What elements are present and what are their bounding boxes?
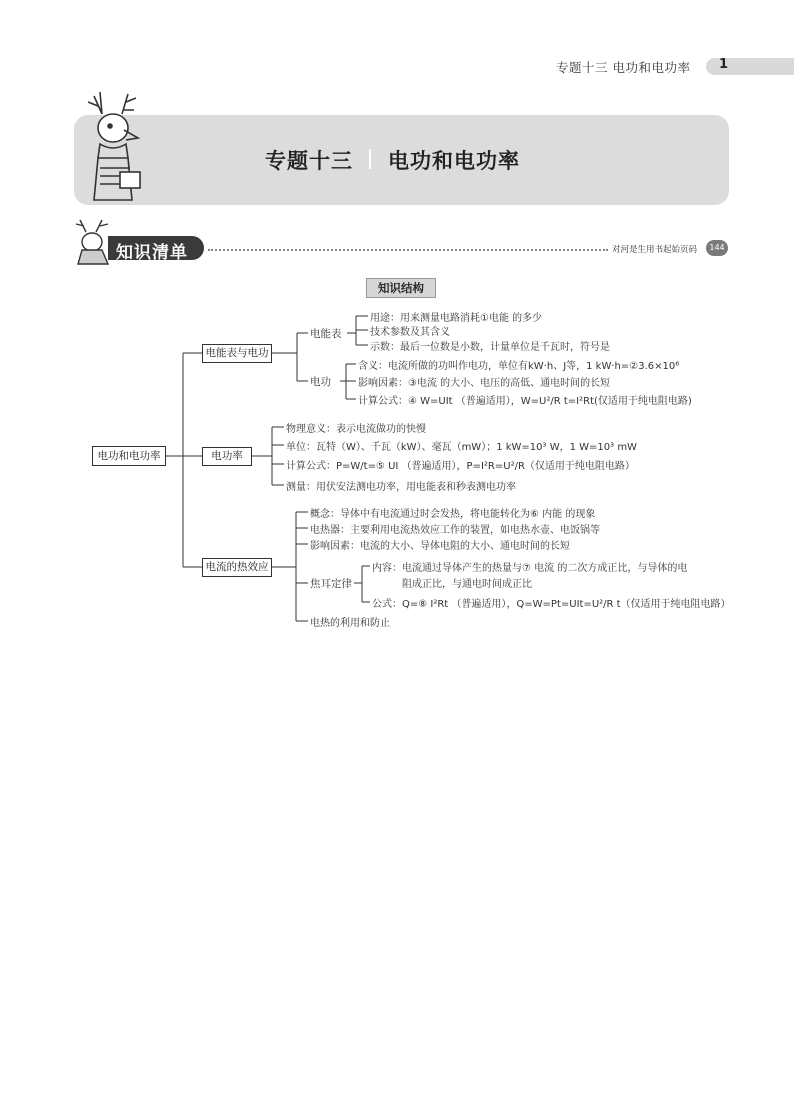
meter-node: 电能表 (310, 328, 342, 340)
branch-energy-meter-work: 电能表与电功 (202, 344, 272, 363)
running-header-title: 专题十三 电功和电功率 (556, 60, 691, 75)
work-node: 电功 (310, 376, 331, 388)
power-item: 物理意义：表示电流做功的快慢 (286, 424, 426, 435)
root-node: 电功和电功率 (92, 446, 166, 466)
banner-title-part2: 电功和电功率 (388, 149, 520, 173)
power-item: 单位：瓦特（W）、千瓦（kW）、毫瓦（mW）；1 kW=10³ W，1 W=10³ mW (286, 442, 637, 453)
section-note: 对河是生用书起始页码 (612, 245, 698, 255)
joule-item: 内容：电流通过导体产生的热量与⑦ 电流 的二次方成正比，与导体的电 (372, 563, 688, 574)
heat-item: 电热器：主要利用电流热效应工作的装置，如电热水壶、电饭锅等 (310, 525, 600, 536)
work-item: 含义：电流所做的功叫作电功，单位有kW·h、J等，1 kW·h=②3.6×10⁶ (358, 361, 680, 372)
power-item: 计算公式：P=W/t=⑤ UI （普遍适用），P=I²R=U²/R（仅适用于纯电阻电路） (286, 461, 635, 472)
power-item: 测量：用伏安法测电功率，用电能表和秒表测电功率 (286, 482, 516, 493)
meter-item: 示数：最后一位数是小数，计量单位是千瓦时，符号是 (370, 342, 610, 353)
joule-law-node: 焦耳定律 (310, 578, 352, 590)
branch-power: 电功率 (202, 447, 252, 466)
section-page-badge: 144 (706, 240, 728, 256)
work-item: 影响因素：③电流 的大小、电压的高低、通电时间的长短 (358, 378, 611, 389)
structure-title: 知识结构 (366, 278, 436, 298)
meter-item: 用途：用来测量电路消耗①电能 的多少 (370, 313, 543, 324)
heat-use-item: 电热的利用和防止 (310, 618, 390, 629)
section-label: 知识清单 (116, 243, 188, 263)
heat-item: 影响因素：电流的大小、导体电阻的大小、通电时间的长短 (310, 541, 570, 552)
work-item: 计算公式：④ W=UIt （普遍适用），W=U²/R t=I²Rt(仅适用于纯电阻电路) (358, 396, 692, 407)
banner-title-part1: 专题十三 (265, 149, 353, 173)
heat-item: 概念：导体中有电流通过时会发热，将电能转化为⑥ 内能 的现象 (310, 509, 596, 520)
joule-item: 阻成正比，与通电时间成正比 (402, 579, 532, 590)
page-number: 1 (719, 57, 729, 72)
branch-heat-effect: 电流的热效应 (202, 558, 272, 577)
meter-item: 技术参数及其含义 (370, 327, 450, 338)
joule-item: 公式：Q=⑧ I²Rt （普遍适用），Q=W=Pt=UIt=U²/R t（仅适用于纯电阻电路） (372, 599, 731, 610)
